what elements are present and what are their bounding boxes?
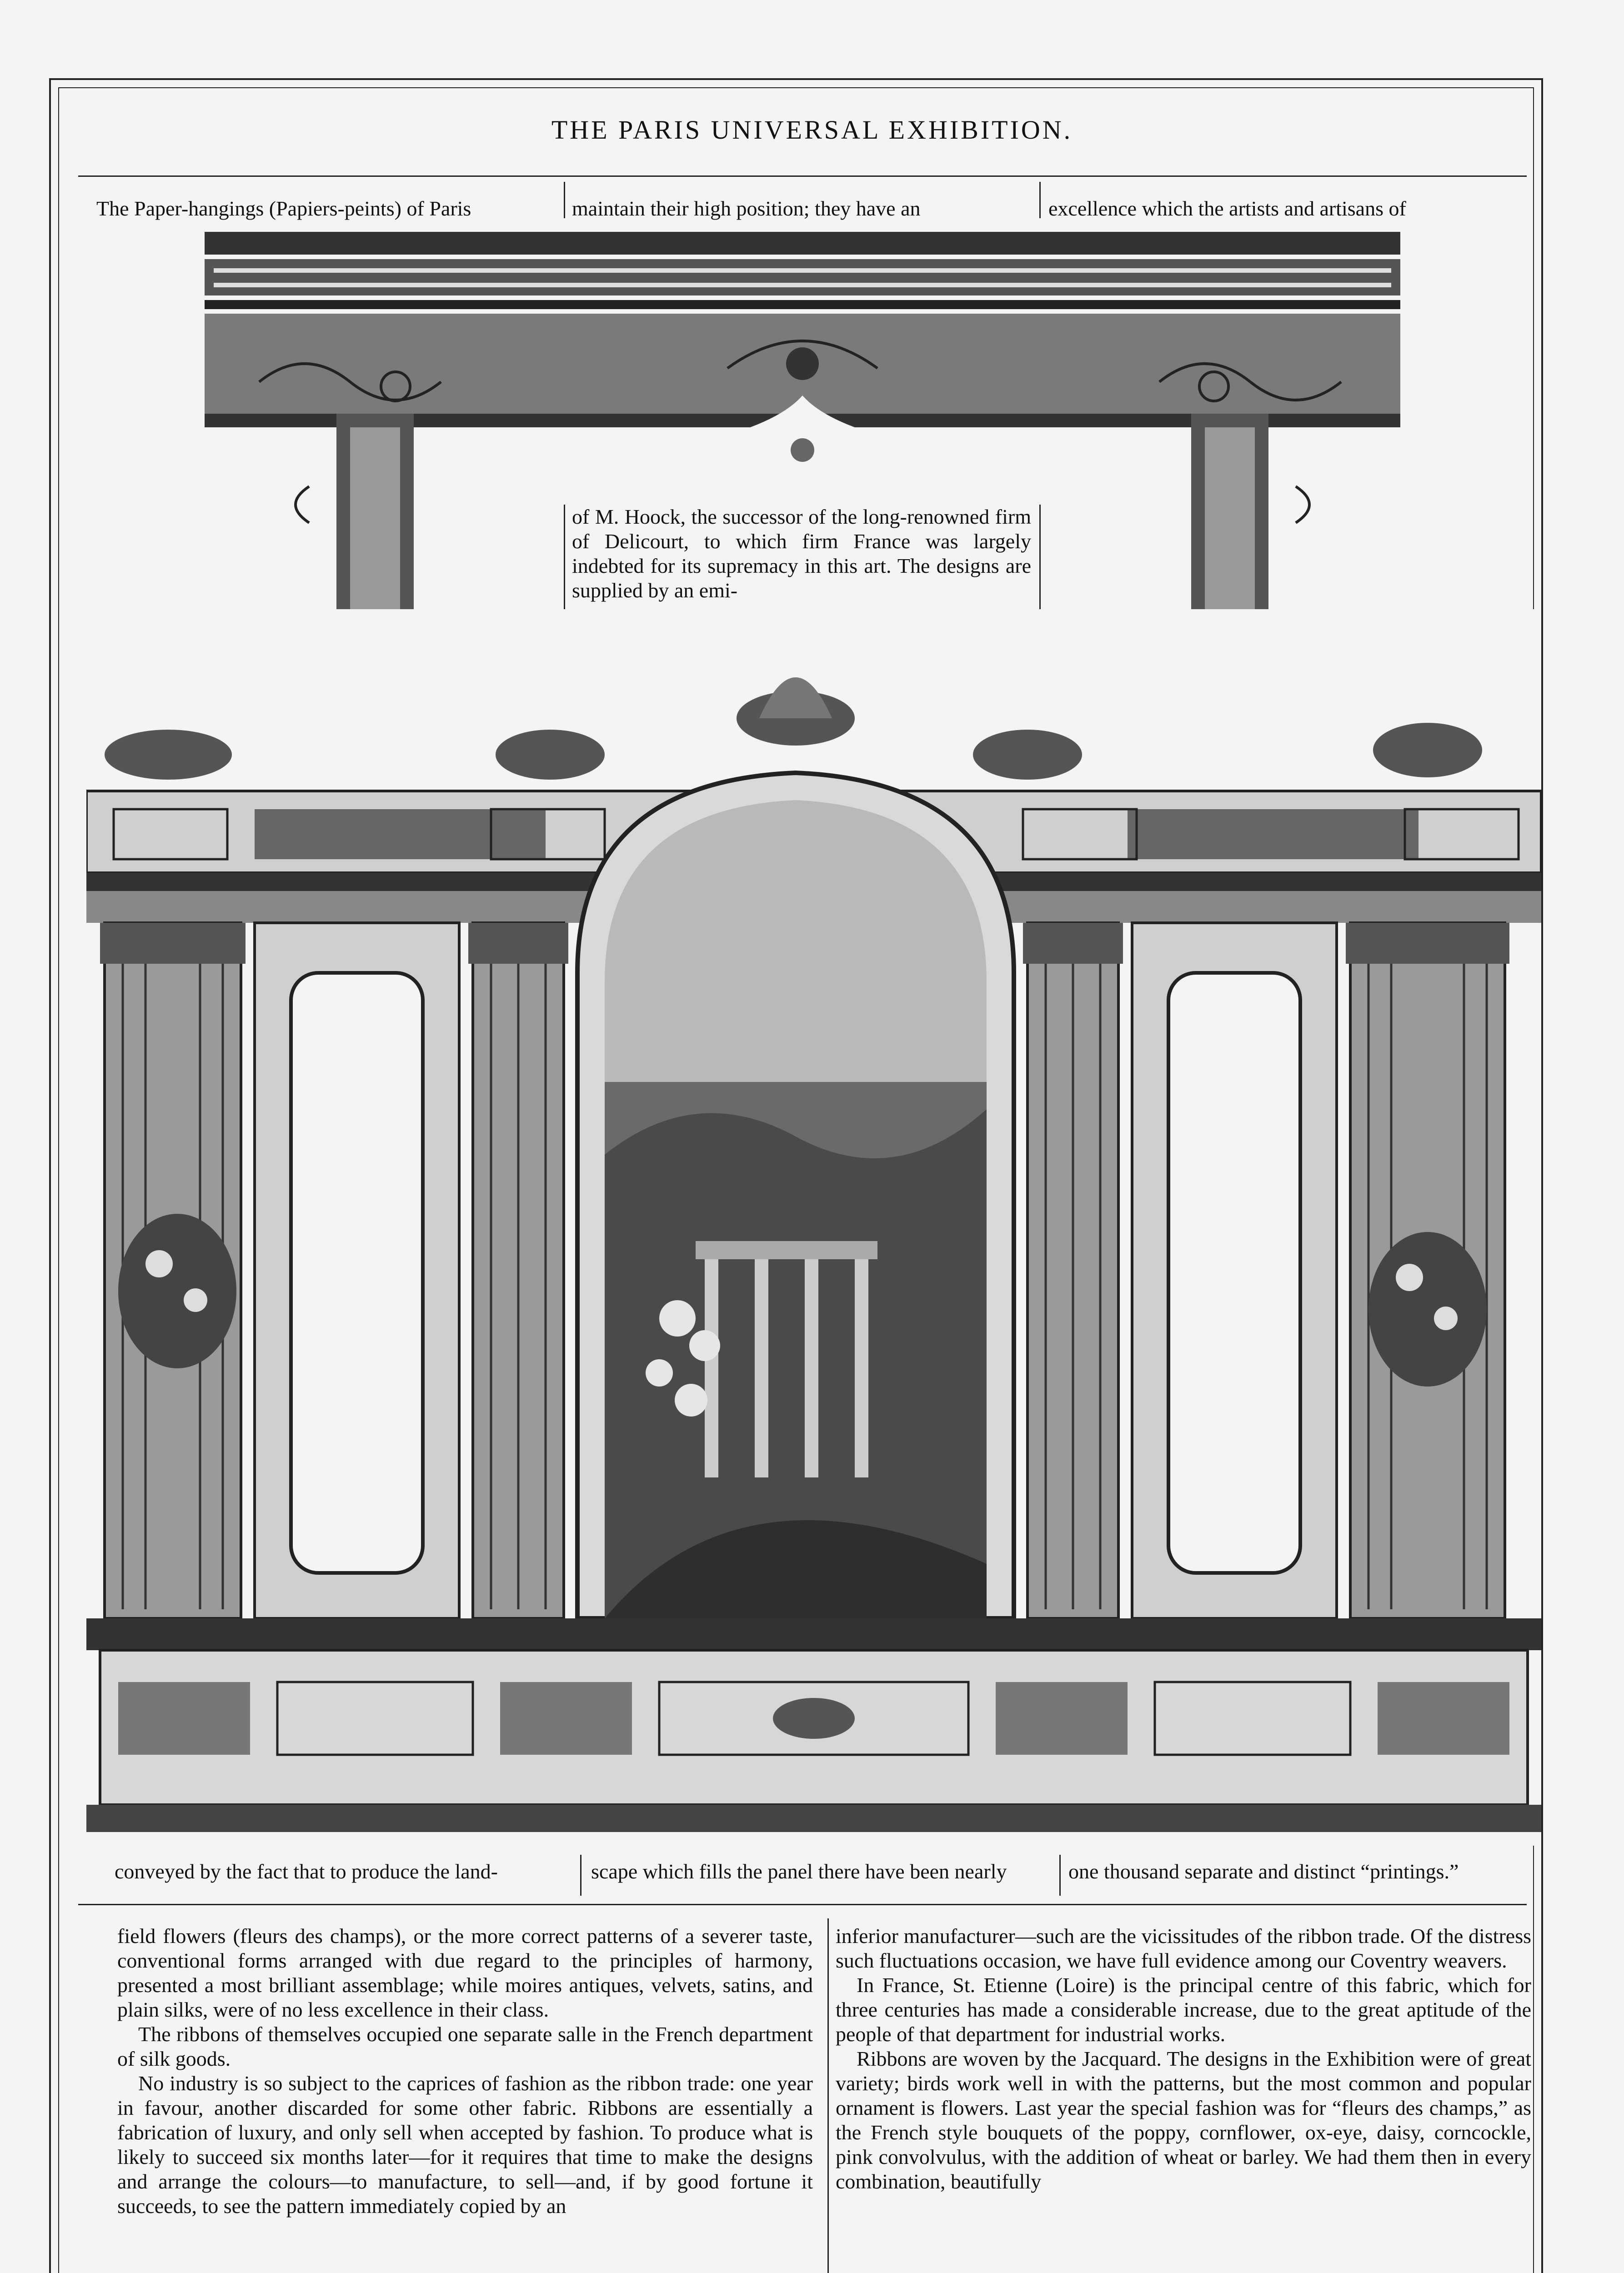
column-divider [564,182,565,218]
top-line-col1: The Paper-hangings (Papiers-peints) of Paris [96,197,471,220]
paragraph: The ribbons of themselves occupied one separate salle in the French department of silk goods. [117,2023,813,2070]
caption-rule [78,1904,1527,1905]
caption-col1: conveyed by the fact that to produce the land- [115,1860,498,1883]
left-column [117,1924,813,2218]
top-line-col3: excellence which the artists and artisans of [1048,197,1406,220]
column-divider [827,1918,829,2273]
column-divider [1039,182,1041,218]
paragraph: field flowers (fleurs des champs), or the more correct patterns of a severer taste, conventional forms arranged with due regard to the principles of harmony, presented a most brilliant assemblage; while moires antiques, velvets, satins, and plain silks, were of no less excellence in their class. [117,1924,813,2021]
wall-decoration-engraving [86,609,1541,1846]
column-divider [580,1855,581,1896]
title-rule [78,175,1527,177]
caption-col2: scape which fills the panel there have been nearly [591,1860,1007,1883]
paragraph: No industry is so subject to the caprices of fashion as the ribbon trade: one year in favour, another discarded for some other fabric. Ribbons are essentially a fabrication of luxury, and only sell when accepted by fashion. To produce what is likely to succeed six months later—for it requires that time to make the designs and arrange the colours—to manufacture, to sell—and, if by good fortune it succeeds, to see the pattern immediately copied by an [117,2072,813,2218]
paragraph: Ribbons are woven by the Jacquard. The designs in the Exhibition were of great variety; birds work well in with the patterns, but the most common and popular ornament is flowers. Last year the special fashion was for “fleurs des champs,” as the French style bouquets of the poppy, cornflower, ox-eye, daisy, corncockle, pink convolvulus, with the addition of wheat or barley. We had them then in every combination, beautifully [836,2047,1531,2193]
running-title: THE PARIS UNIVERSAL EXHIBITION. [551,115,1073,145]
column-divider [1059,1855,1061,1896]
center-text-block: of M. Hoock, the successor of the long-renowned firm of Delicourt, to which firm France was largely indebted for its supremacy in this art. The designs are supplied by an emi- [572,505,1031,602]
paragraph: In France, St. Etienne (Loire) is the principal centre of this fabric, which for three centuries has made a considerable increase, due to the great aptitude of the people of that department for industrial works. [836,1973,1531,2046]
paragraph: inferior manufacturer—such are the vicissitudes of the ribbon trade. Of the distress such fluctuations occasion, we have full evidence among our Coventry weavers. [836,1924,1531,1972]
right-column [836,1924,1531,2194]
caption-col3: one thousand separate and distinct “printings.” [1068,1860,1459,1883]
top-line-col2: maintain their high position; they have an [572,197,921,220]
